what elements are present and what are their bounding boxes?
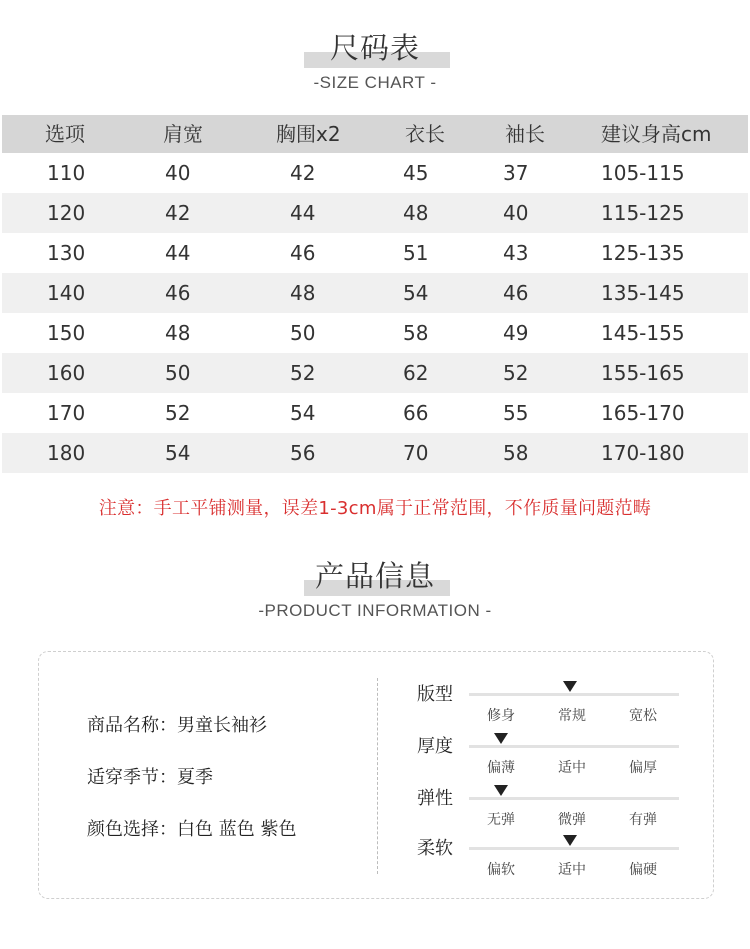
attribute-option: 修身 — [487, 708, 515, 724]
table-header-cell: 肩宽 — [163, 122, 203, 146]
attribute-scale — [417, 680, 717, 732]
attribute-track — [469, 847, 679, 850]
attribute-option: 有弹 — [629, 812, 657, 828]
table-cell: 52 — [290, 361, 316, 385]
table-cell: 40 — [165, 161, 191, 185]
attribute-name: 厚度 — [417, 736, 453, 757]
table-cell: 150 — [47, 321, 86, 345]
table-cell: 44 — [290, 201, 316, 225]
size-chart-title: 尺码表 — [329, 31, 420, 65]
info-divider — [377, 678, 378, 874]
detail-value: 夏季 — [177, 767, 213, 788]
attribute-option: 偏厚 — [629, 760, 657, 776]
attribute-name: 弹性 — [417, 788, 453, 809]
attribute-track — [469, 797, 679, 800]
table-cell: 46 — [290, 241, 316, 265]
triangle-marker-icon — [563, 681, 577, 692]
table-cell: 70 — [403, 441, 429, 465]
table-row — [2, 393, 748, 433]
table-cell: 130 — [47, 241, 86, 265]
attribute-scale — [417, 732, 717, 784]
table-cell: 110 — [47, 161, 86, 185]
table-cell: 170 — [47, 401, 86, 425]
table-cell: 54 — [165, 441, 191, 465]
attribute-option: 偏薄 — [487, 760, 515, 776]
attribute-option: 适中 — [558, 760, 586, 776]
table-cell: 46 — [165, 281, 191, 305]
table-cell: 145-155 — [601, 321, 685, 345]
table-body — [2, 153, 748, 473]
table-cell: 37 — [503, 161, 529, 185]
table-cell: 140 — [47, 281, 86, 305]
table-cell: 56 — [290, 441, 316, 465]
table-cell: 62 — [403, 361, 429, 385]
table-cell: 125-135 — [601, 241, 685, 265]
table-cell: 115-125 — [601, 201, 685, 225]
table-cell: 54 — [290, 401, 316, 425]
table-cell: 170-180 — [601, 441, 685, 465]
table-cell: 58 — [403, 321, 429, 345]
table-cell: 52 — [503, 361, 529, 385]
attribute-option: 偏硬 — [629, 862, 657, 878]
attribute-track — [469, 693, 679, 696]
attribute-option: 常规 — [558, 708, 586, 724]
size-chart-heading — [0, 28, 750, 94]
table-cell: 160 — [47, 361, 86, 385]
detail-label: 适穿季节： — [87, 767, 177, 788]
size-table — [2, 115, 748, 473]
product-name-line — [87, 711, 267, 737]
season-line — [87, 763, 213, 789]
table-cell: 55 — [503, 401, 529, 425]
table-cell: 46 — [503, 281, 529, 305]
table-cell: 43 — [503, 241, 529, 265]
table-cell: 155-165 — [601, 361, 685, 385]
table-cell: 105-115 — [601, 161, 685, 185]
table-row — [2, 193, 748, 233]
table-cell: 50 — [165, 361, 191, 385]
table-header-cell: 胸围x2 — [276, 122, 341, 146]
product-info-box — [38, 651, 714, 899]
detail-value: 男童长袖衫 — [177, 715, 267, 736]
attribute-scale — [417, 784, 717, 836]
table-header-cell: 衣长 — [405, 122, 445, 146]
product-info-title: 产品信息 — [314, 559, 435, 593]
attribute-name: 版型 — [417, 684, 453, 705]
table-cell: 135-145 — [601, 281, 685, 305]
size-chart-subtitle: -SIZE CHART - — [313, 73, 437, 92]
table-row — [2, 433, 748, 473]
table-cell: 48 — [290, 281, 316, 305]
table-cell: 52 — [165, 401, 191, 425]
table-cell: 44 — [165, 241, 191, 265]
table-row — [2, 153, 748, 193]
attribute-option: 宽松 — [629, 708, 657, 724]
attribute-name: 柔软 — [417, 838, 453, 859]
table-header-cell: 建议身高cm — [601, 122, 712, 146]
attribute-option: 无弹 — [487, 812, 515, 828]
table-cell: 42 — [290, 161, 316, 185]
table-cell: 50 — [290, 321, 316, 345]
attribute-scale — [417, 834, 717, 886]
table-row — [2, 233, 748, 273]
detail-value: 白色 蓝色 紫色 — [177, 819, 297, 840]
table-cell: 165-170 — [601, 401, 685, 425]
table-cell: 54 — [403, 281, 429, 305]
table-cell: 45 — [403, 161, 429, 185]
color-line — [87, 815, 296, 841]
table-cell: 66 — [403, 401, 429, 425]
table-row — [2, 273, 748, 313]
measurement-note: 注意：手工平铺测量，误差1-3cm属于正常范围，不作质量问题范畴 — [98, 498, 652, 519]
table-row — [2, 313, 748, 353]
table-cell: 51 — [403, 241, 429, 265]
product-info-subtitle: -PRODUCT INFORMATION - — [258, 601, 492, 620]
table-header-cell: 选项 — [45, 122, 85, 146]
table-cell: 58 — [503, 441, 529, 465]
product-info-heading — [0, 556, 750, 622]
triangle-marker-icon — [494, 733, 508, 744]
table-header-cell: 袖长 — [505, 122, 545, 146]
detail-label: 颜色选择： — [87, 819, 177, 840]
table-cell: 48 — [403, 201, 429, 225]
detail-label: 商品名称： — [87, 715, 177, 736]
table-cell: 49 — [503, 321, 529, 345]
attribute-track — [469, 745, 679, 748]
table-row — [2, 353, 748, 393]
table-header-row — [2, 115, 748, 153]
table-cell: 42 — [165, 201, 191, 225]
attribute-option: 偏软 — [487, 862, 515, 878]
triangle-marker-icon — [494, 785, 508, 796]
table-cell: 48 — [165, 321, 191, 345]
attribute-option: 微弹 — [558, 812, 586, 828]
table-cell: 40 — [503, 201, 529, 225]
attribute-option: 适中 — [558, 862, 586, 878]
triangle-marker-icon — [563, 835, 577, 846]
table-cell: 180 — [47, 441, 86, 465]
table-cell: 120 — [47, 201, 86, 225]
